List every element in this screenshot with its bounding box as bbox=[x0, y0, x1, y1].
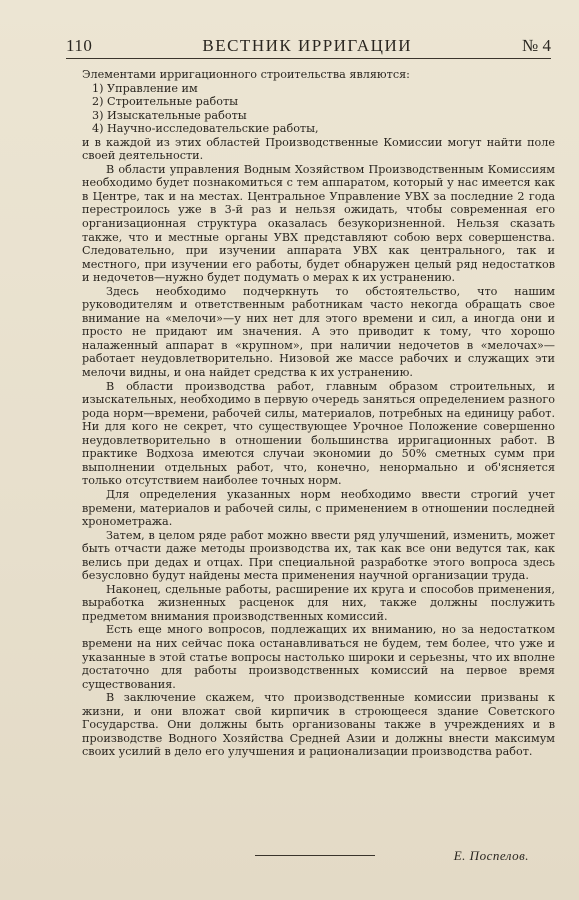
list-item: 2) Строительные работы bbox=[92, 95, 239, 109]
page-number: 110 bbox=[66, 36, 93, 55]
author-signature: Е. Поспелов. bbox=[453, 848, 529, 863]
article-body bbox=[82, 68, 555, 759]
paragraph: Для определения указанных норм необходимо ввести строгий учет времени, материалов и рабочей силы, с применением в отношении последней хронометража. bbox=[82, 487, 555, 529]
signature-divider bbox=[255, 855, 375, 856]
paragraph: Здесь необходимо подчеркнуть то обстоятельство, что нашим руководителям и ответственным работникам часто некогда обращать свое внимание на «мелочи»—у них нет для этого времени и сил, а иногда они и просто не придают им значения. А это приводит к тому, что хорошо налаженный аппарат в «крупном», при наличии недочетов в «мелочах»—работает неудовлетворительно. Низовой же массе рабочих и служащих эти мелочи видны, и она найдет средства к их устранению. bbox=[82, 284, 555, 380]
paragraph: Наконец, сдельные работы, расширение их круга и способов применения, выработка жизненных расценок для них, также должны послужить предметом внимания производственных комиссий. bbox=[82, 582, 555, 623]
list-item: 3) Изыскательные работы bbox=[92, 108, 247, 122]
paragraph: и в каждой из этих областей Производственные Комиссии могут найти поле своей деятельности. bbox=[82, 135, 555, 163]
paragraph: Затем, в целом ряде работ можно ввести ряд улучшений, изменить, может быть отчасти даже методы производства их, так как все они ведутся так, как велись при дедах и отцах. При специальной разработке этого вопроса здесь безусловно будут найдены места применения научной организации труда. bbox=[82, 528, 555, 583]
intro-line: Элементами ирригационного строительства являются: bbox=[82, 68, 410, 81]
page-header bbox=[66, 30, 551, 59]
list-item: 1) Управление им bbox=[92, 81, 198, 95]
elements-list bbox=[82, 82, 555, 136]
list-item: 4) Научно-исследовательские работы, bbox=[92, 122, 319, 136]
paragraph: Есть еще много вопросов, подлежащих их вниманию, но за недостатком времени на них сейчас пока останавливаться не будем, тем более, что уже и указанные в этой статье вопросы настолько широки и серьезны, что их вполне достаточно для работы производственных комиссий на первое время существования. bbox=[82, 623, 555, 691]
paragraph: В области управления Водным Хозяйством Производственным Комиссиям необходимо будет познакомиться с тем аппаратом, который у нас имеется как в Центре, так и на местах. Центральное Управление УВХ за последние 2 года перестроилось уже в 3-й раз и нельзя ожидать, чтобы современная его организационная структура оказалась безукоризненной. Нельзя сказать также, что и местные органы УВХ представляют собою верх совершенства. Следовательно, при изучении аппарата УВХ как центрального, так и местного, при изучении его работы, будет обнаружен целый ряд недостатков и недочетов—нужно будет подумать о мерах к их устранению. bbox=[82, 162, 555, 285]
journal-title: ВЕСТНИК ИРРИГАЦИИ bbox=[202, 36, 413, 55]
paragraph: В заключение скажем, что производственные комиссии призваны к жизни, и они вложат свой кирпичик в строющееся здание Советского Государства. Они должны быть организованы также в учреждениях и в производстве Водного Хозяйства Средней Азии и должны внести максимум своих усилий в дело его улучшения и рационализации производства работ. bbox=[82, 691, 555, 759]
paragraph: В области производства работ, главным образом строительных, и изыскательных, необходимо в первую очередь заняться определением разного рода норм—времени, рабочей силы, материалов, потребных на единицу работ. Ни для кого не секрет, что существующее Урочное Положение совершенно неудовлетворительно в отношении большинства ирригационных работ. В практике Водхоза имеются случаи экономии до 50% сметных сумм при выполнении отдельных работ, что, конечно, ненормально и об'ясняется только отсутствием наиболее точных норм. bbox=[82, 379, 555, 488]
issue-number: № 4 bbox=[522, 36, 551, 55]
